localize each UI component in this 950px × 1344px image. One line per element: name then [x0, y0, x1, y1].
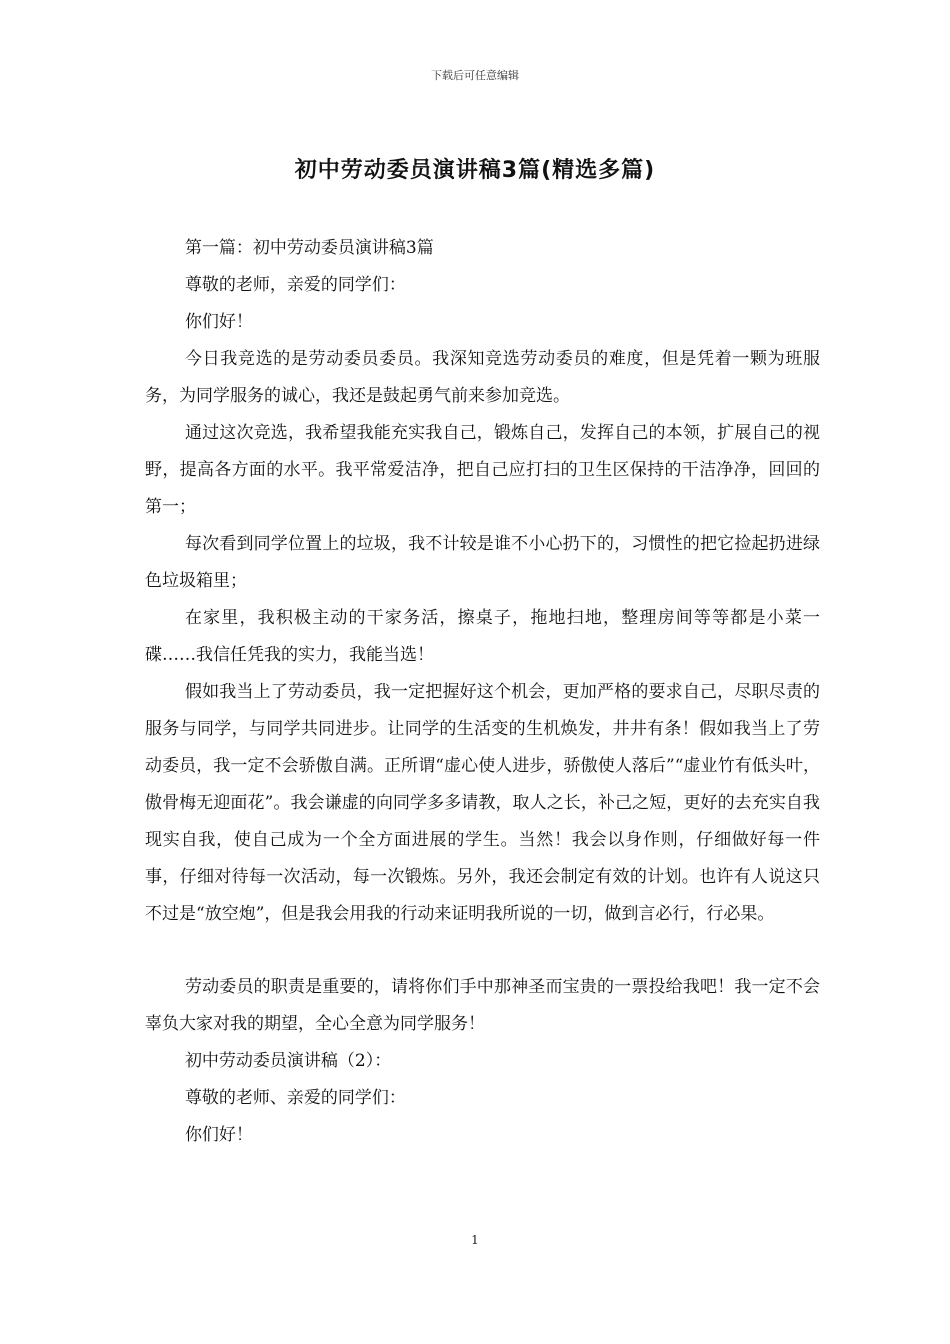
paragraph-gap: [145, 933, 820, 969]
greeting: 你们好！: [184, 1125, 253, 1145]
page-number: 1: [471, 1233, 479, 1247]
body-paragraph: 假如我当上了劳动委员，我一定把握好这个机会，更加严格的要求自己，尽职尽责的服务与同学，与同学共同进步。让同学的生活变的生机焕发，井井有条！假如我当上了劳动委员，我一定不会骄傲自满。正所谓“虚心使人进步，骄傲使人落后”“虚业竹有低头叶，傲骨梅无迎面花”。我会谦虚的向同学多多请教，取人之长，补己之短，更好的去充实自我现实自我，使自己成为一个全方面进展的学生。当然！我会以身作则，仔细做好每一件事，仔细对待每一次活动，每一次锻炼。另外，我还会制定有效的计划。也许有人说这只不过是“放空炮”，但是我会用我的行动来证明我所说的一切，做到言必行，行必果。: [145, 682, 820, 924]
greeting: 你们好！: [184, 312, 253, 332]
document-title: 初中劳动委员演讲稿3篇(精选多篇): [294, 158, 656, 183]
document-body: [145, 230, 820, 1154]
page-header-note: 下载后可任意编辑: [431, 69, 519, 82]
body-paragraph: 在家里，我积极主动的干家务活，擦桌子，拖地扫地，整理房间等等都是小菜一碟……我信任凭我的实力，我能当选！: [145, 608, 820, 665]
section-heading: 初中劳动委员演讲稿（2）：: [184, 1051, 392, 1071]
body-paragraph: 劳动委员的职责是重要的，请将你们手中那神圣而宝贵的一票投给我吧！我一定不会辜负大家对我的期望，全心全意为同学服务！: [145, 977, 820, 1034]
body-paragraph: 通过这次竞选，我希望我能充实我自己，锻炼自己，发挥自己的本领，扩展自己的视野，提高各方面的水平。我平常爱洁净，把自己应打扫的卫生区保持的干洁净净，回回的第一；: [145, 423, 820, 517]
salutation: 尊敬的老师，亲爱的同学们：: [184, 275, 406, 295]
body-paragraph: 每次看到同学位置上的垃圾，我不计较是谁不小心扔下的，习惯性的把它捡起扔进绿色垃圾箱里；: [145, 534, 820, 591]
section-heading: 第一篇：初中劳动委员演讲稿3篇: [184, 238, 434, 258]
salutation: 尊敬的老师、亲爱的同学们：: [184, 1088, 406, 1108]
body-paragraph: 今日我竞选的是劳动委员委员。我深知竞选劳动委员的难度，但是凭着一颗为班服务，为同学服务的诚心，我还是鼓起勇气前来参加竞选。: [145, 349, 820, 406]
